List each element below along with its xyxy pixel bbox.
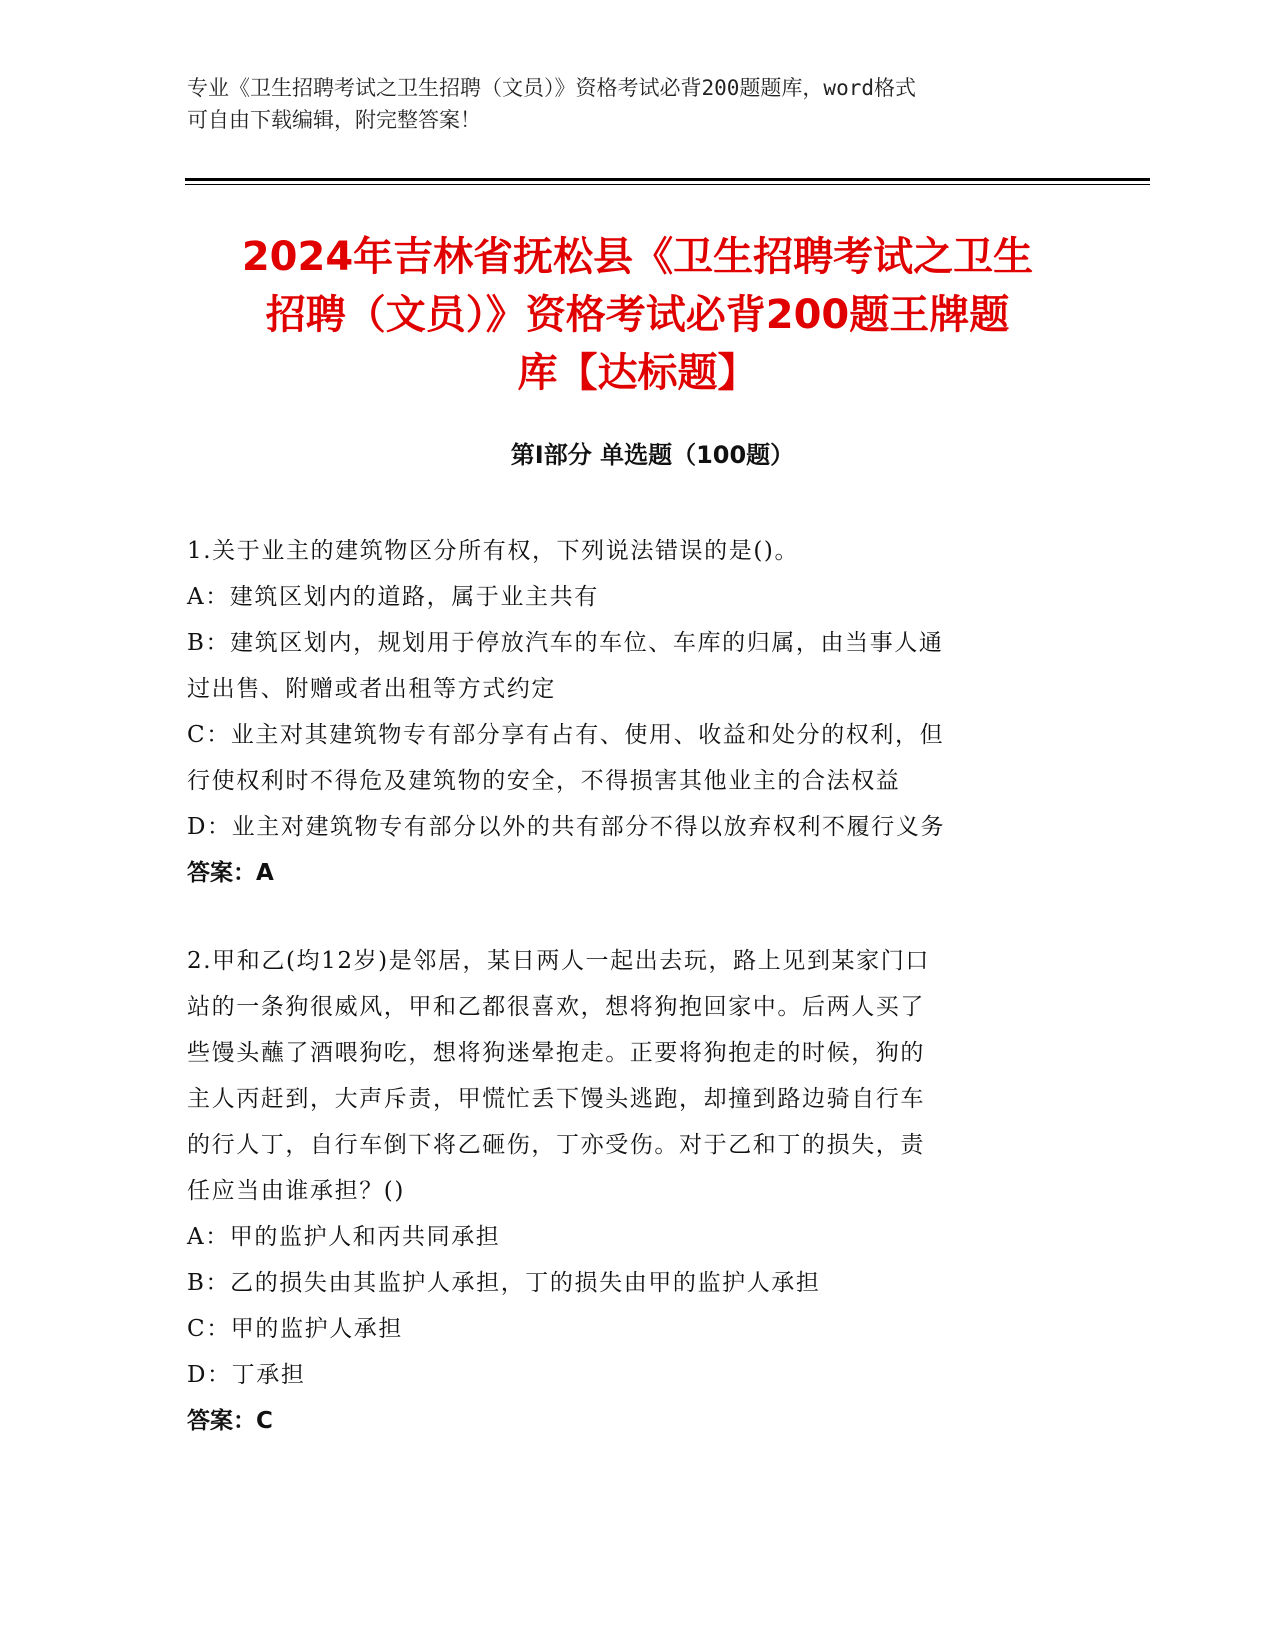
option-c: C：甲的监护人承担 <box>187 1316 403 1342</box>
header-note <box>187 72 1067 136</box>
option-b-continued: 过出售、附赠或者出租等方式约定 <box>187 676 556 702</box>
question-stem: 1.关于业主的建筑物区分所有权，下列说法错误的是()。 <box>187 538 800 564</box>
document-title <box>140 228 1135 402</box>
title-line: 招聘（文员）》资格考试必背200题王牌题 <box>265 292 1010 338</box>
header-note-line: 专业《卫生招聘考试之卫生招聘（文员）》资格考试必背200题题库，word格式 <box>187 76 916 100</box>
question-stem: 的行人丁，自行车倒下将乙砸伤，丁亦受伤。对于乙和丁的损失，责 <box>187 1132 925 1158</box>
option-a: A：建筑区划内的道路，属于业主共有 <box>187 584 599 610</box>
question-stem: 些馒头蘸了酒喂狗吃，想将狗迷晕抱走。正要将狗抱走的时候，狗的 <box>187 1040 925 1066</box>
header-note-line: 可自由下载编辑，附完整答案！ <box>187 108 481 132</box>
title-line: 2024年吉林省抚松县《卫生招聘考试之卫生 <box>241 234 1034 280</box>
section-heading: 第Ⅰ部分 单选题（100题） <box>510 441 795 469</box>
option-c-continued: 行使权利时不得危及建筑物的安全，不得损害其他业主的合法权益 <box>187 768 901 794</box>
option-a: A：甲的监护人和丙共同承担 <box>187 1224 501 1250</box>
question-stem: 任应当由谁承担？() <box>187 1178 405 1204</box>
question-stem: 主人丙赶到，大声斥责，甲慌忙丢下馒头逃跑，却撞到路边骑自行车 <box>187 1086 925 1112</box>
header-divider <box>185 178 1150 181</box>
option-c: C：业主对其建筑物专有部分享有占有、使用、收益和处分的权利，但 <box>187 722 945 748</box>
option-b: B：建筑区划内，规划用于停放汽车的车位、车库的归属，由当事人通 <box>187 630 944 656</box>
option-d: D：业主对建筑物专有部分以外的共有部分不得以放弃权利不履行义务 <box>187 814 946 840</box>
question-1 <box>187 528 1097 896</box>
option-b: B：乙的损失由其监护人承担，丁的损失由甲的监护人承担 <box>187 1270 821 1296</box>
header-divider-thin <box>185 184 1150 185</box>
answer-label: 答案：A <box>187 860 274 886</box>
option-d: D：丁承担 <box>187 1362 306 1388</box>
title-line: 库【达标题】 <box>517 350 758 396</box>
question-stem: 站的一条狗很威风，甲和乙都很喜欢，想将狗抱回家中。后两人买了 <box>187 994 925 1020</box>
answer-label: 答案：C <box>187 1408 273 1434</box>
question-stem: 2.甲和乙(均12岁)是邻居，某日两人一起出去玩，路上见到某家门口 <box>187 948 930 974</box>
question-2 <box>187 938 1097 1444</box>
